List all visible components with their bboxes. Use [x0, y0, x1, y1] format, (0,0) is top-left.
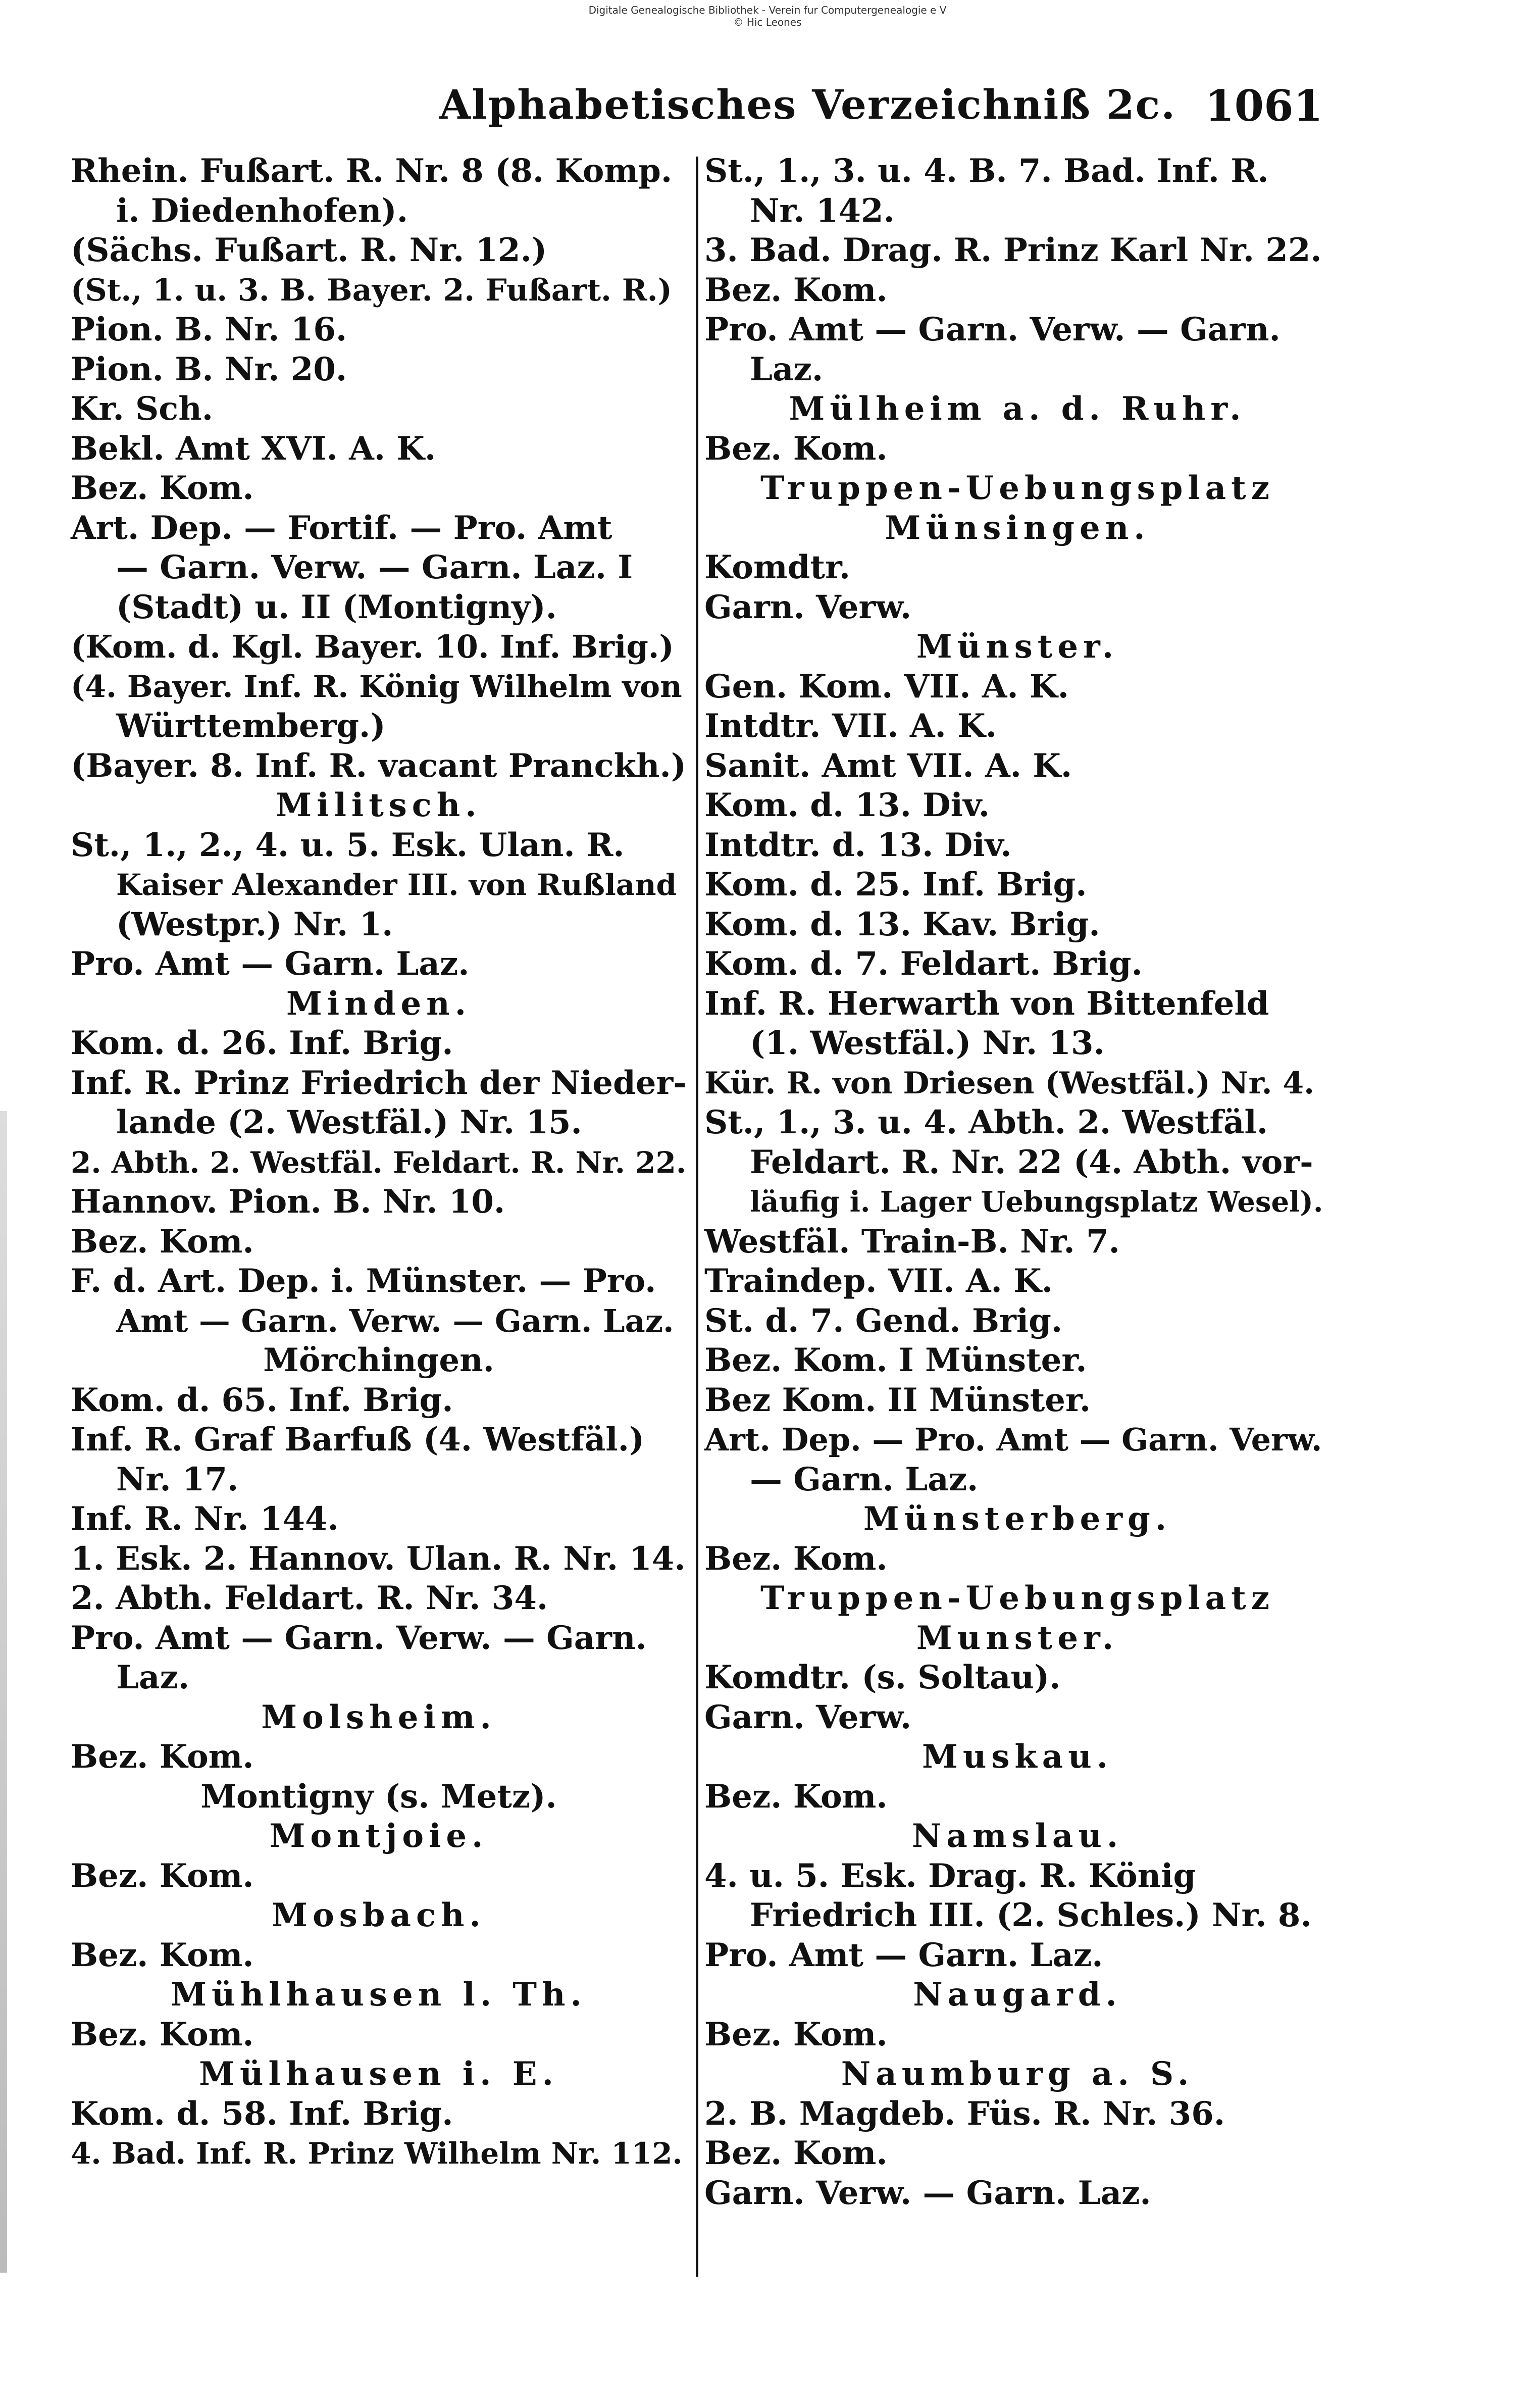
place-heading: Naugard. — [913, 1976, 1122, 2014]
register-entry: St., 1., 2., 4. u. 5. Esk. Ulan. R. — [71, 826, 625, 864]
place-heading: Namslau. — [911, 1817, 1123, 1855]
register-entry: Bez Kom. II Münster. — [704, 1381, 1091, 1419]
register-entry: Bez. Kom. — [704, 429, 888, 468]
place-heading: Münster. — [916, 628, 1119, 666]
register-entry: Kaiser Alexander III. von Rußland — [116, 868, 677, 902]
register-entry: Laz. — [750, 350, 824, 388]
register-entry: Bez. Kom. — [704, 2015, 888, 2053]
place-heading: Truppen-Uebungsplatz — [760, 469, 1275, 507]
register-entry: Westfäl. Train-B. Nr. 7. — [704, 1222, 1120, 1261]
register-entry: Intdtr. VII. A. K. — [704, 707, 997, 745]
register-entry: (Sächs. Fußart. R. Nr. 12.) — [71, 231, 547, 269]
register-entry: Bez. Kom. — [704, 1539, 888, 1578]
place-heading: Montigny (s. Metz). — [200, 1777, 557, 1816]
register-entry: (Stadt) u. II (Montigny). — [116, 588, 557, 626]
place-heading: Naumburg a. S. — [841, 2055, 1194, 2093]
register-entry: Kür. R. von Driesen (Westfäl.) Nr. 4. — [704, 1065, 1314, 1101]
register-entry: läufig i. Lager Uebungsplatz Wesel). — [750, 1185, 1323, 1219]
watermark — [0, 4, 1535, 28]
register-entry: Feldart. R. Nr. 22 (4. Abth. vor- — [750, 1143, 1313, 1181]
register-entry: 4. u. 5. Esk. Drag. R. König — [704, 1857, 1196, 1895]
register-entry: 2. Abth. 2. Westfäl. Feldart. R. Nr. 22. — [71, 1145, 687, 1180]
register-entry: Rhein. Fußart. R. Nr. 8 (8. Komp. — [71, 152, 673, 190]
register-entry: Bez. Kom. — [704, 2134, 888, 2172]
register-entry: 4. Bad. Inf. R. Prinz Wilhelm Nr. 112. — [71, 2136, 683, 2171]
register-entry: Bez. Kom. I Münster. — [704, 1341, 1087, 1379]
place-heading: Münsingen. — [885, 509, 1150, 547]
right-column — [704, 152, 1331, 2213]
register-entry: Bez. Kom. — [71, 2015, 254, 2053]
register-entry: Bekl. Amt XVI. A. K. — [71, 429, 436, 468]
register-entry: Pion. B. Nr. 16. — [71, 311, 347, 348]
watermark-line-2: © Hic Leones — [733, 16, 802, 28]
register-entry: Nr. 17. — [116, 1460, 239, 1498]
register-entry: Kr. Sch. — [71, 390, 214, 428]
register-entry: Hannov. Pion. B. Nr. 10. — [71, 1183, 505, 1221]
register-entry: (Westpr.) Nr. 1. — [116, 905, 393, 943]
register-entry: Komdtr. (s. Soltau). — [704, 1659, 1061, 1696]
register-entry: (4. Bayer. Inf. R. König Wilhelm von — [71, 669, 682, 705]
page-header — [439, 76, 1323, 136]
register-entry: Bez. Kom. — [71, 1936, 254, 1974]
page-number: 1061 — [1205, 81, 1323, 131]
register-entry: Pro. Amt — Garn. Laz. — [704, 1936, 1103, 1974]
place-heading: Minden. — [286, 984, 471, 1023]
left-column — [71, 152, 687, 2174]
register-entry: Intdtr. d. 13. Div. — [704, 826, 1012, 864]
register-entry: F. d. Art. Dep. i. Münster. — Pro. — [71, 1262, 656, 1300]
place-heading: Truppen-Uebungsplatz — [760, 1579, 1275, 1617]
column-divider — [696, 157, 698, 2277]
register-entry: Bez. Kom. — [71, 1738, 254, 1776]
place-heading: Mosbach. — [272, 1896, 486, 1934]
register-entry: — Garn. Laz. — [750, 1460, 979, 1498]
register-entry: lande (2. Westfäl.) Nr. 15. — [116, 1103, 582, 1141]
register-entry: — Garn. Verw. — Garn. Laz. I — [116, 548, 633, 586]
register-entry: Amt — Garn. Verw. — Garn. Laz. — [116, 1302, 674, 1339]
register-entry: Kom. d. 7. Feldart. Brig. — [704, 945, 1143, 983]
register-entry: St., 1., 3. u. 4. Abth. 2. Westfäl. — [704, 1103, 1268, 1141]
place-heading: Munster. — [916, 1619, 1119, 1657]
register-entry: Art. Dep. — Pro. Amt — Garn. Verw. — [704, 1421, 1322, 1458]
register-entry: (Kom. d. Kgl. Bayer. 10. Inf. Brig.) — [71, 628, 674, 665]
register-entry: Gen. Kom. VII. A. K. — [704, 667, 1069, 706]
register-entry: Bez. Kom. — [71, 1222, 254, 1261]
register-entry: Komdtr. — [704, 548, 851, 586]
register-entry: Garn. Verw. — [704, 588, 912, 626]
register-entry: Bez. Kom. — [71, 1857, 254, 1895]
register-entry: 2. Abth. Feldart. R. Nr. 34. — [71, 1579, 548, 1617]
register-entry: Art. Dep. — Fortif. — Pro. Amt — [71, 509, 612, 547]
register-entry: Pion. B. Nr. 20. — [71, 350, 347, 388]
register-entry: (Bayer. 8. Inf. R. vacant Pranckh.) — [71, 746, 686, 785]
place-heading: Mülhausen i. E. — [199, 2055, 558, 2093]
register-entry: i. Diedenhofen). — [116, 191, 408, 230]
register-entry: Württemberg.) — [116, 707, 386, 745]
place-heading: Montjoie. — [269, 1817, 488, 1855]
register-entry: Inf. R. Nr. 144. — [71, 1500, 339, 1538]
register-entry: Traindep. VII. A. K. — [704, 1262, 1053, 1300]
register-entry: Kom. d. 58. Inf. Brig. — [71, 2094, 453, 2133]
register-entry: Inf. R. Herwarth von Bittenfeld — [704, 984, 1269, 1023]
register-entry: Kom. d. 25. Inf. Brig. — [704, 866, 1087, 904]
register-entry: Kom. d. 13. Div. — [704, 786, 990, 824]
register-entry: Bez. Kom. — [704, 271, 888, 309]
place-heading: Muskau. — [922, 1738, 1113, 1776]
place-heading: Mülheim a. d. Ruhr. — [789, 390, 1246, 428]
register-entry: Nr. 142. — [750, 191, 895, 230]
register-entry: Bez. Kom. — [71, 469, 254, 507]
register-entry: Garn. Verw. — [704, 1698, 912, 1736]
register-entry: Bez. Kom. — [704, 1777, 888, 1816]
register-entry: (St., 1. u. 3. B. Bayer. 2. Fußart. R.) — [71, 272, 672, 308]
place-heading: Mühlhausen l. Th. — [171, 1976, 587, 2014]
register-entry: Kom. d. 26. Inf. Brig. — [71, 1024, 453, 1062]
register-entry: St. d. 7. Gend. Brig. — [704, 1301, 1063, 1340]
register-entry: Laz. — [116, 1659, 190, 1696]
register-entry: 3. Bad. Drag. R. Prinz Karl Nr. 22. — [704, 231, 1322, 269]
register-entry: Inf. R. Prinz Friedrich der Nieder- — [71, 1064, 687, 1102]
register-entry: Garn. Verw. — Garn. Laz. — [704, 2174, 1151, 2212]
register-entry: Pro. Amt — Garn. Verw. — Garn. — [704, 311, 1281, 348]
register-entry: 1. Esk. 2. Hannov. Ulan. R. Nr. 14. — [71, 1539, 686, 1578]
register-entry: 2. B. Magdeb. Füs. R. Nr. 36. — [704, 2094, 1225, 2133]
place-heading: Münsterberg. — [863, 1500, 1172, 1538]
register-entry: Pro. Amt — Garn. Laz. — [71, 945, 470, 983]
place-heading: Mörchingen. — [263, 1341, 494, 1379]
place-heading: Molsheim. — [261, 1698, 496, 1736]
watermark-line-1: Digitale Genealogische Bibliothek - Verein fur Computergenealogie e V — [588, 4, 947, 16]
place-heading: Militsch. — [276, 786, 482, 824]
register-entry: Sanit. Amt VII. A. K. — [704, 746, 1072, 785]
register-entry: Kom. d. 65. Inf. Brig. — [71, 1381, 453, 1419]
register-entry: (1. Westfäl.) Nr. 13. — [750, 1024, 1105, 1062]
register-entry: St., 1., 3. u. 4. B. 7. Bad. Inf. R. — [704, 152, 1269, 190]
page-edge-shadow — [0, 1111, 7, 2273]
register-entry: Pro. Amt — Garn. Verw. — Garn. — [71, 1619, 647, 1657]
register-entry: Kom. d. 13. Kav. Brig. — [704, 905, 1100, 943]
page-title: Alphabetisches Verzeichniß 2c. — [439, 81, 1176, 128]
register-entry: Friedrich III. (2. Schles.) Nr. 8. — [750, 1896, 1312, 1934]
register-entry: Inf. R. Graf Barfuß (4. Westfäl.) — [71, 1421, 645, 1459]
